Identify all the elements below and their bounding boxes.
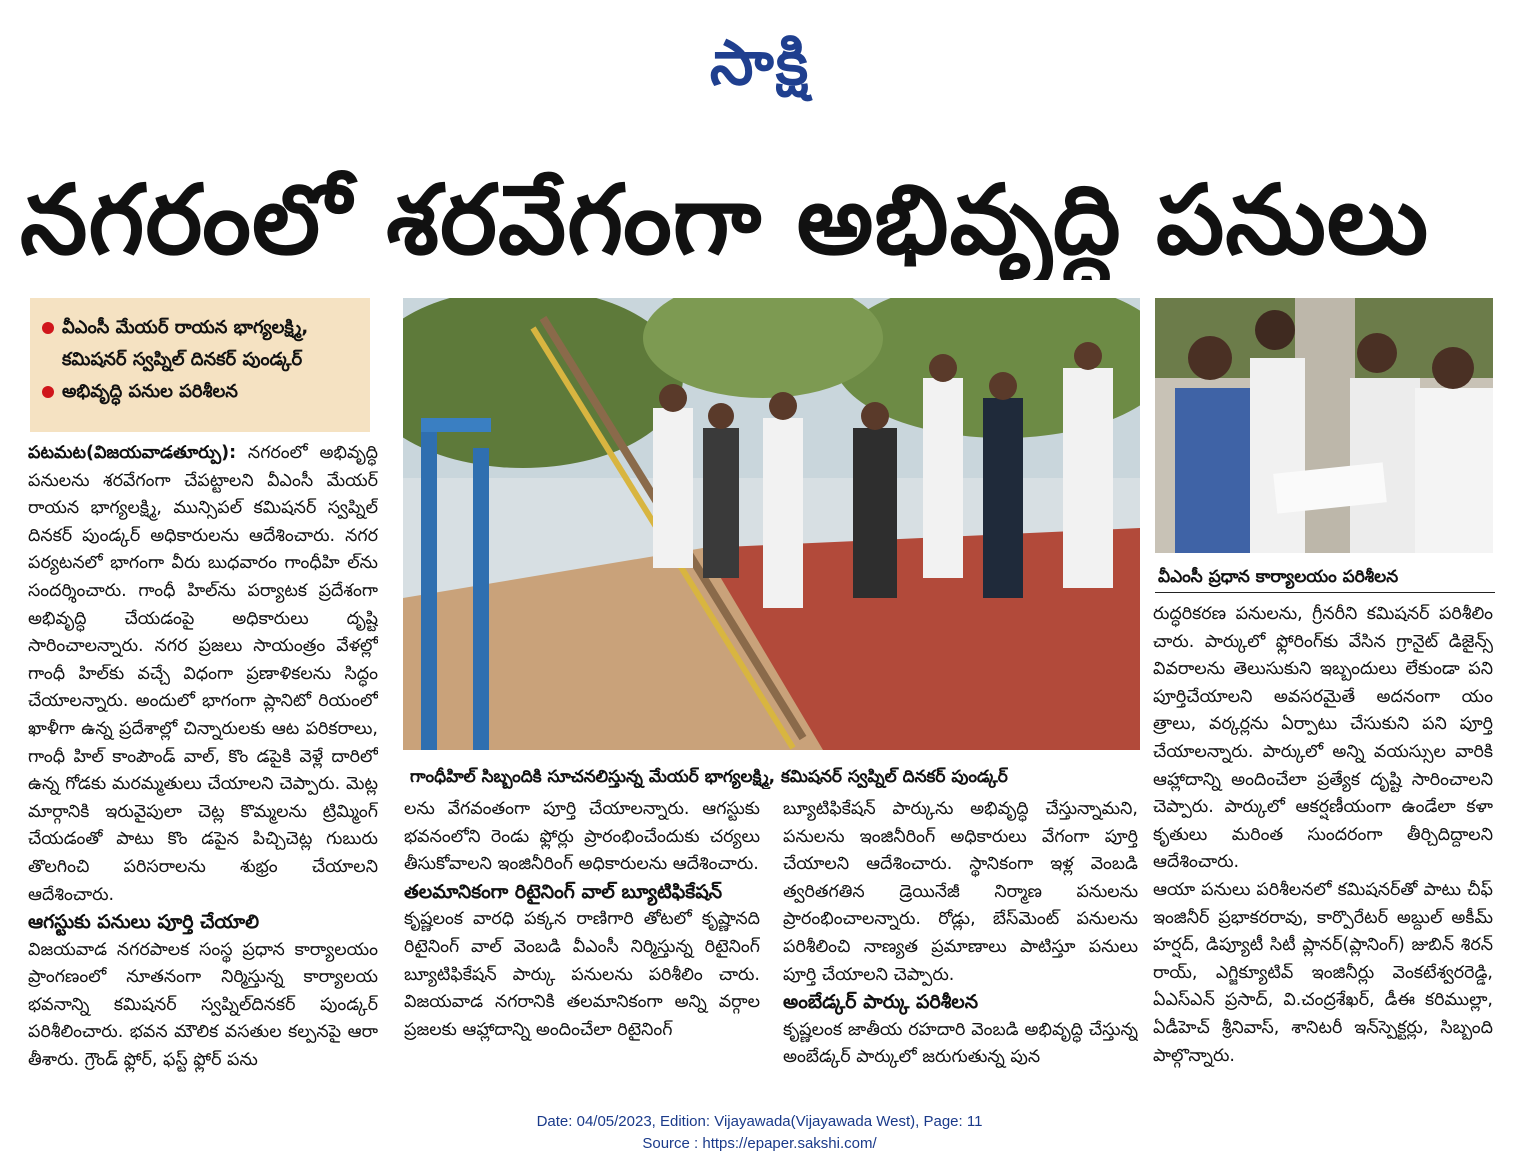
main-photo-caption: గాంధీహిల్ సిబ్బందికి సూచనలిస్తున్న మేయర్ భాగ్యలక్ష్మి, కమిషనర్ స్వప్నిల్ దినకర్ పుండ్కర్: [410, 767, 1008, 787]
red-bullet-icon: [42, 386, 54, 398]
edition-info: Date: 04/05/2023, Edition: Vijayawada(Vijayawada West), Page: 11: [536, 1113, 983, 1130]
article-column-3: [783, 796, 1138, 1080]
subheading: ఆగస్టుకు పనులు పూర్తి చేయాలి: [28, 911, 259, 934]
kicker-text: కమిషనర్ స్వప్నిల్ దినకర్ పుండ్కర్: [62, 349, 303, 370]
paragraph: విజయవాడ నగరపాలక సంస్థ ప్రధాన కార్యాలయం ప్రాంగణంలో నూతనంగా నిర్మిస్తున్న కార్యాలయ భవనాన్ని కమిషనర్ స్వప్నిల్‌దినకర్ పుండ్కర్ పరిశీలించారు. భవన మౌలిక వసతుల కల్పనపై ఆరా తీశారు. గ్రౌండ్ ఫ్లోర్, ఫస్ట్ ఫ్లోర్ పను: [28, 939, 378, 1071]
kicker-item: [38, 376, 362, 408]
kicker-text: అభివృద్ధి పనుల పరిశీలన: [62, 381, 238, 402]
paragraph: బ్యూటిఫికేషన్ పార్కును అభివృద్ధి చేస్తున్నామని, పనులను ఇంజినీరింగ్ అధికారులు వేగంగా పూర్తి చేయాలని ఆదేశించారు. స్థానికంగా ఇళ్ల వెంబడి త్వరితగతిన డ్రెయినేజీ నిర్మాణ పనులను ప్రారంభించాలన్నారు. రోడ్లు, బేస్‌మెంట్ పనులను పరిశీలించి నాణ్యత ప్రమాణాలు పాటిస్తూ పనులు పూర్తి చేయాలని చెప్పారు.: [783, 799, 1138, 985]
kicker-box: [30, 298, 370, 432]
kicker-item: [38, 312, 362, 344]
body-text: నగరంలో అభివృద్ధి పనులను శరవేగంగా చేపట్టాలని వీఎంసీ మేయర్ రాయన భాగ్యలక్ష్మి, మున్సిపల్ కమిషనర్ స్వప్నిల్ దినకర్ పుండ్కర్ అధికారులను ఆదేశించారు. నగర పర్యటనలో భాగంగా వీరు బుధవారం గాంధీహి ల్‌ను సందర్శించారు. గాంధీ హిల్‌ను పర్యాటక ప్రదేశంగా అభివృద్ధి చేయడంపై అధికారులు దృష్టి సారించాలన్నారు. నగర ప్రజలు సాయంత్రం వేళల్లో గాంధీ హిల్‌కు వచ్చే విధంగా ప్రణాళికలను సిద్ధం చేయాలన్నారు. అందులో భాగంగా ప్లానిటో రియంలో ఖాళీగా ఉన్న ప్రదేశాల్లో చిన్నారులకు ఆట పరికరాలు, గాంధీ హిల్ కాంపౌండ్ వాల్, కొం డపైకి వెళ్లే దారిలో ఉన్న గోడకు మరమ్మతులు చేయాలని చెప్పారు. మెట్ల మార్గానికి ఇరువైపులా చెట్ల కొమ్మలను ట్రిమ్మింగ్ చేయడంతో పాటు కొం డపైన పిచ్చిచెట్ల గుబురు తొలగించి పరిసరాలను శుభ్రం చేయాలని ఆదేశించారు.: [28, 443, 378, 905]
subheading: అంబేడ్కర్ పార్కు పరిశీలన: [783, 991, 979, 1014]
subheading: తలమానికంగా రిటైనింగ్ వాల్ బ్యూటిఫికేషన్: [404, 880, 723, 903]
office-inspection-photo-illustration: [1155, 298, 1493, 553]
dateline: పటమట(విజయవాడతూర్పు):: [28, 443, 237, 463]
kicker-text: వీఎంసీ మేయర్ రాయన భాగ్యలక్ష్మి,: [62, 317, 309, 338]
paragraph: లను వేగవంతంగా పూర్తి చేయాలన్నారు. ఆగస్టుకు భవనంలోని రెండు ఫ్లోర్లు ప్రారంభించేందుకు చర్యలు తీసుకోవాలని ఇంజినీరింగ్ అధికారులను ఆదేశించారు.: [404, 799, 760, 875]
paragraph: కృష్ణలంక వారధి పక్కన రాణిగారి తోటలో కృష్ణానది రిటైనింగ్ వాల్ వెంబడి వీఎంసీ నిర్మిస్తున్న రిటైనింగ్ బ్యూటిఫికేషన్ పార్కు పనులను పరిశీలిం చారు. విజయవాడ నగరానికి తలమానికంగా అన్ని వర్గాల ప్రజలకు ఆహ్లాదాన్ని అందించేలా రిటైనింగ్: [404, 909, 760, 1040]
divider: [1155, 592, 1495, 593]
kicker-item: [38, 344, 362, 376]
paragraph: ఆయా పనులు పరిశీలనలో కమిషనర్‌తో పాటు చీఫ్ ఇంజినీర్ ప్రభాకరరావు, కార్పొరేటర్ అబ్దుల్ అకీమ్ హర్షద్, డిప్యూటీ సిటీ ప్లానర్(ప్లానింగ్) జుబిన్ శిరన్ రాయ్, ఎగ్జిక్యూటివ్ ఇంజినీర్లు వెంకటేశ్వరరెడ్డి, ఏఎస్ఎన్ ప్రసాద్, వి.చంద్రశేఖర్, డీఈ కరిముల్లా, ఏడీహెచ్ శ్రీనివాస్, శానిటరీ ఇన్‌స్పెక్టర్లు, సిబ్బంది పాల్గొన్నారు.: [1153, 879, 1493, 1066]
paragraph: [28, 440, 378, 909]
article-column-4: [1153, 601, 1493, 1079]
article-column-2: [404, 796, 760, 1080]
side-photo: [1155, 298, 1493, 553]
red-bullet-icon: [42, 322, 54, 334]
source-link[interactable]: Source : https://epaper.sakshi.com/: [642, 1135, 877, 1152]
main-photo: [403, 298, 1140, 750]
park-photo-illustration: [403, 298, 1140, 750]
sakshi-logo: సాక్షి: [709, 26, 811, 99]
headline: నగరంలో శరవేగంగా అభివృద్ధి పనులు: [20, 164, 1430, 276]
paragraph: రుద్ధరికరణ పనులను, గ్రీనరీని కమిషనర్ పరిశీలిం చారు. పార్కులో ఫ్లోరింగ్‌కు వేసిన గ్రానైట్ డిజైన్స్ వివరాలను తెలుసుకుని ఇబ్బందులు లేకుండా పని పూర్తిచేయాలని అవసరమైతే అదనంగా యం త్రాలు, వర్కర్లను ఏర్పాటు చేసుకుని పని పూర్తి చేయాలన్నారు. పార్కులో అన్ని వయస్సుల వారికి ఆహ్లాదాన్ని అందించేలా ప్రత్యేక దృష్టి సారించాలని చెప్పారు. పార్కులో ఆకర్షణీయంగా ఉండేలా కళా కృతులు మరింత సుందరంగా తీర్చిదిద్దాలని ఆదేశించారు.: [1153, 604, 1493, 873]
side-photo-caption: వీఎంసీ ప్రధాన కార్యాలయం పరిశీలన: [1158, 567, 1399, 587]
paragraph: కృష్ణలంక జాతీయ రహదారి వెంబడి అభివృద్ధి చేస్తున్న అంబేడ్కర్ పార్కులో జరుగుతున్న పున: [783, 1019, 1138, 1068]
article-column-1: [28, 440, 378, 1080]
